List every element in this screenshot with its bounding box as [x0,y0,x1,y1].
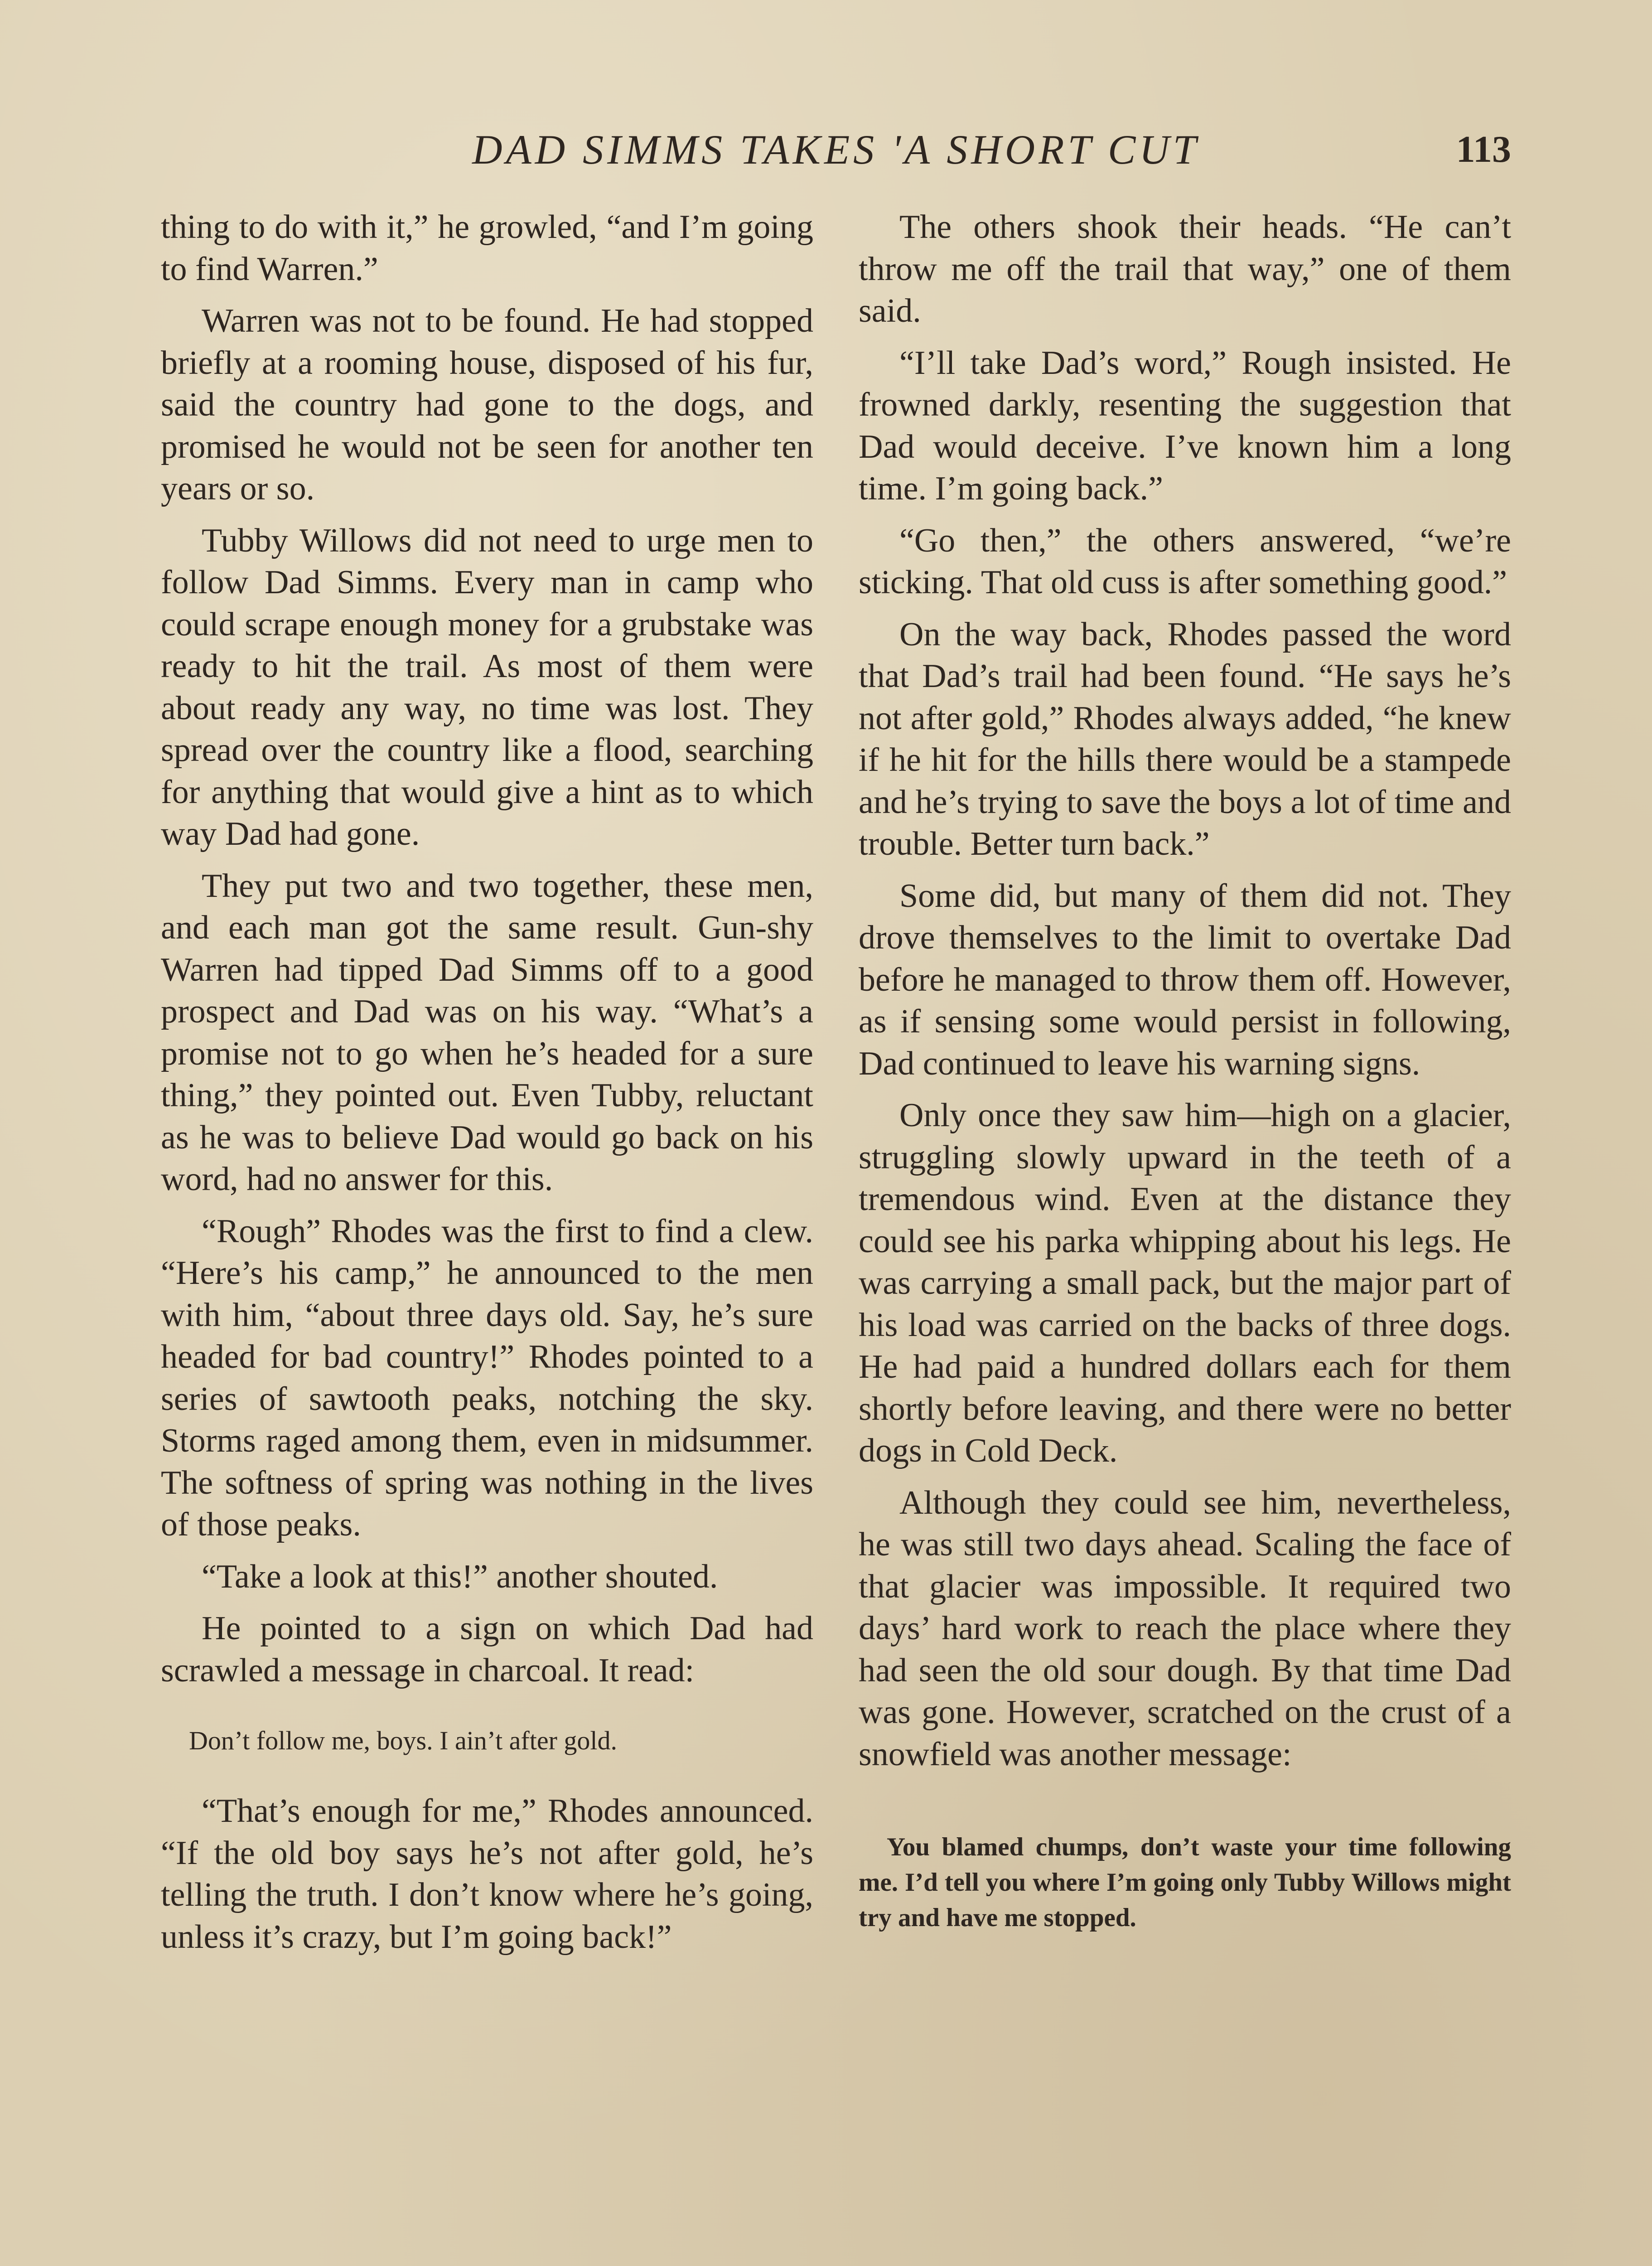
paragraph: Some did, but many of them did not. They drove themselves to the limit to overtake Dad before he managed to throw them off. However, as if sensing some would persist in following, Dad continued to leave his warning signs. [859,877,1511,1082]
page-number: 113 [1456,128,1511,170]
snowfield-message: You blamed chumps, don’t waste your time following me. I’d tell you where I’m going only Tubby Willows might try and have me stopped. [859,1833,1511,1932]
paragraph: Tubby Willows did not need to urge men to follow Dad Simms. Every man in camp who could scrape enough money for a grubstake was ready to hit the trail. As most of them were about ready any way, no time was lost. They spread over the country like a flood, searching for anything that would give a hint as to which way Dad had gone. [161,522,813,852]
running-title: DAD SIMMS TAKES 'A SHORT CUT [472,126,1200,173]
paragraph: “Go then,” the others answered, “we’re sticking. That old cuss is after something good.” [859,522,1511,601]
paragraph: They put two and two together, these men, and each man got the same result. Gun-shy Warren had tipped Dad Simms off to a good prospect and Dad was on his way. “What’s a promise not to go when he’s headed for a sure thing,” they pointed out. Even Tubby, reluctant as he was to believe Dad would go back on his word, had no answer for this. [161,867,813,1198]
paragraph: “I’ll take Dad’s word,” Rough insisted. He frowned darkly, resenting the suggestion that Dad would deceive. I’ve known him a long time. I’m going back.” [859,344,1511,507]
page-header [161,122,1511,177]
right-column [859,206,1511,1936]
paragraph: “That’s enough for me,” Rhodes announced. “If the old boy says he’s not after gold, he’s telling the truth. I don’t know where he’s going, unless it’s crazy, but I’m going back!” [161,1792,813,1956]
paragraph: “Take a look at this!” another shouted. [202,1558,718,1595]
paragraph: Only once they saw him—high on a glacier, struggling slowly upward in the teeth of a tremendous wind. Even at the distance they could see his parka whipping about his legs. He was carrying a small pack, but the major part of his load was carried on the backs of three dogs. He had paid a hundred dollars each for them shortly before leaving, and there were no better dogs in Cold Deck. [859,1097,1511,1469]
sign-message: Don’t follow me, boys. I ain’t after gold. [189,1726,618,1755]
paragraph: Warren was not to be found. He had stopped briefly at a rooming house, disposed of his fur, said the country had gone to the dogs, and promised he would not be seen for another ten years or so. [161,302,813,507]
left-column [161,206,813,1968]
paragraph: He pointed to a sign on which Dad had scrawled a message in charcoal. It read: [161,1610,813,1689]
paragraph: thing to do with it,” he growled, “and I’m going to find Warren.” [161,208,813,288]
paragraph: “Rough” Rhodes was the first to find a clew. “Here’s his camp,” he announced to the men with him, “about three days old. Say, he’s sure headed for bad country!” Rhodes pointed to a series of sawtooth peaks, notching the sky. Storms raged among them, even in midsummer. The softness of spring was nothing in the lives of those peaks. [161,1212,813,1543]
paragraph: The others shook their heads. “He can’t throw me off the trail that way,” one of them said. [859,208,1511,329]
paragraph: On the way back, Rhodes passed the word that Dad’s trail had been found. “He says he’s not after gold,” Rhodes always added, “he knew if he hit for the hills there would be a stampede and he’s trying to save the boys a lot of time and trouble. Better turn back.” [859,615,1511,862]
paragraph: Although they could see him, nevertheless, he was still two days ahead. Scaling the face of that glacier was impossible. It required two days’ hard work to reach the place where they had seen the old sour dough. By that time Dad was gone. However, scratched on the crust of a snowfield was another message: [859,1484,1511,1773]
